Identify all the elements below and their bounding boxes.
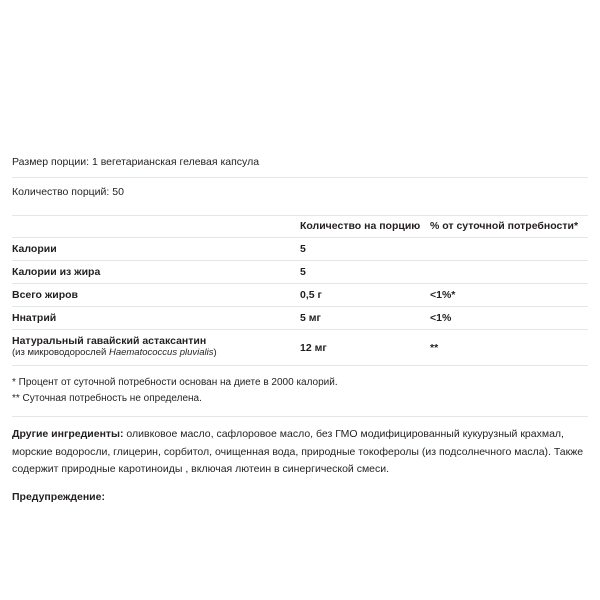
table-row xyxy=(12,330,588,366)
serving-info xyxy=(12,152,588,215)
column-header-nutrient xyxy=(12,216,300,238)
column-header-amount: Количество на порцию xyxy=(300,216,430,238)
other-ingredients-label: Другие ингредиенты: xyxy=(12,428,124,441)
footnote-daily-value: * Процент от суточной потребности основан на диете в 2000 калорий. xyxy=(12,377,338,389)
row-amount: 0,5 г xyxy=(300,284,430,307)
table-body xyxy=(12,238,588,366)
row-name-subtext: (из микроводорослей Haematococcus pluvialis) xyxy=(12,347,217,359)
row-daily-value: <1%* xyxy=(430,284,588,307)
table-row xyxy=(12,307,588,330)
other-ingredients xyxy=(12,426,588,478)
supplement-facts-table xyxy=(12,215,588,366)
row-name: Ннатрий xyxy=(12,307,300,330)
table-header-row xyxy=(12,216,588,238)
footnotes xyxy=(12,375,588,407)
row-name xyxy=(12,330,300,366)
other-ingredients-text: оливковое масло, сафлоровое масло, без ГМО модифицированный кукурузный крахмал, морские водоросли, глицерин, сорбитол, очищенная вода, природные токоферолы (из подсолнечного масла). Также содержит природные каротиноиды , включая лютеин в синергической смеси. xyxy=(12,428,584,475)
row-amount: 5 xyxy=(300,261,430,284)
table-header xyxy=(12,216,588,238)
row-daily-value: <1% xyxy=(430,307,588,330)
row-amount: 5 мг xyxy=(300,307,430,330)
warning-label: Предупреждение: xyxy=(12,491,105,504)
row-amount: 5 xyxy=(300,238,430,261)
table-row xyxy=(12,238,588,261)
divider xyxy=(12,416,588,417)
table-row xyxy=(12,284,588,307)
table-row xyxy=(12,261,588,284)
row-amount: 12 мг xyxy=(300,330,430,366)
species-name: Haematococcus pluvialis xyxy=(108,347,214,359)
row-name: Калории из жира xyxy=(12,261,300,284)
row-name: Калории xyxy=(12,238,300,261)
serving-size: Размер порции: 1 вегетарианская гелевая капсула xyxy=(12,152,588,178)
servings-per-container: Количество порций: 50 xyxy=(12,186,124,199)
row-daily-value xyxy=(430,261,588,284)
supplement-facts-panel xyxy=(12,152,588,506)
row-name: Всего жиров xyxy=(12,284,300,307)
footnote-not-established: ** Суточная потребность не определена. xyxy=(12,393,202,405)
row-daily-value: ** xyxy=(430,330,588,366)
row-name-text: Натуральный гавайский астаксантин xyxy=(12,335,207,348)
row-daily-value xyxy=(430,238,588,261)
column-header-daily-value: % от суточной потребности* xyxy=(430,216,588,238)
